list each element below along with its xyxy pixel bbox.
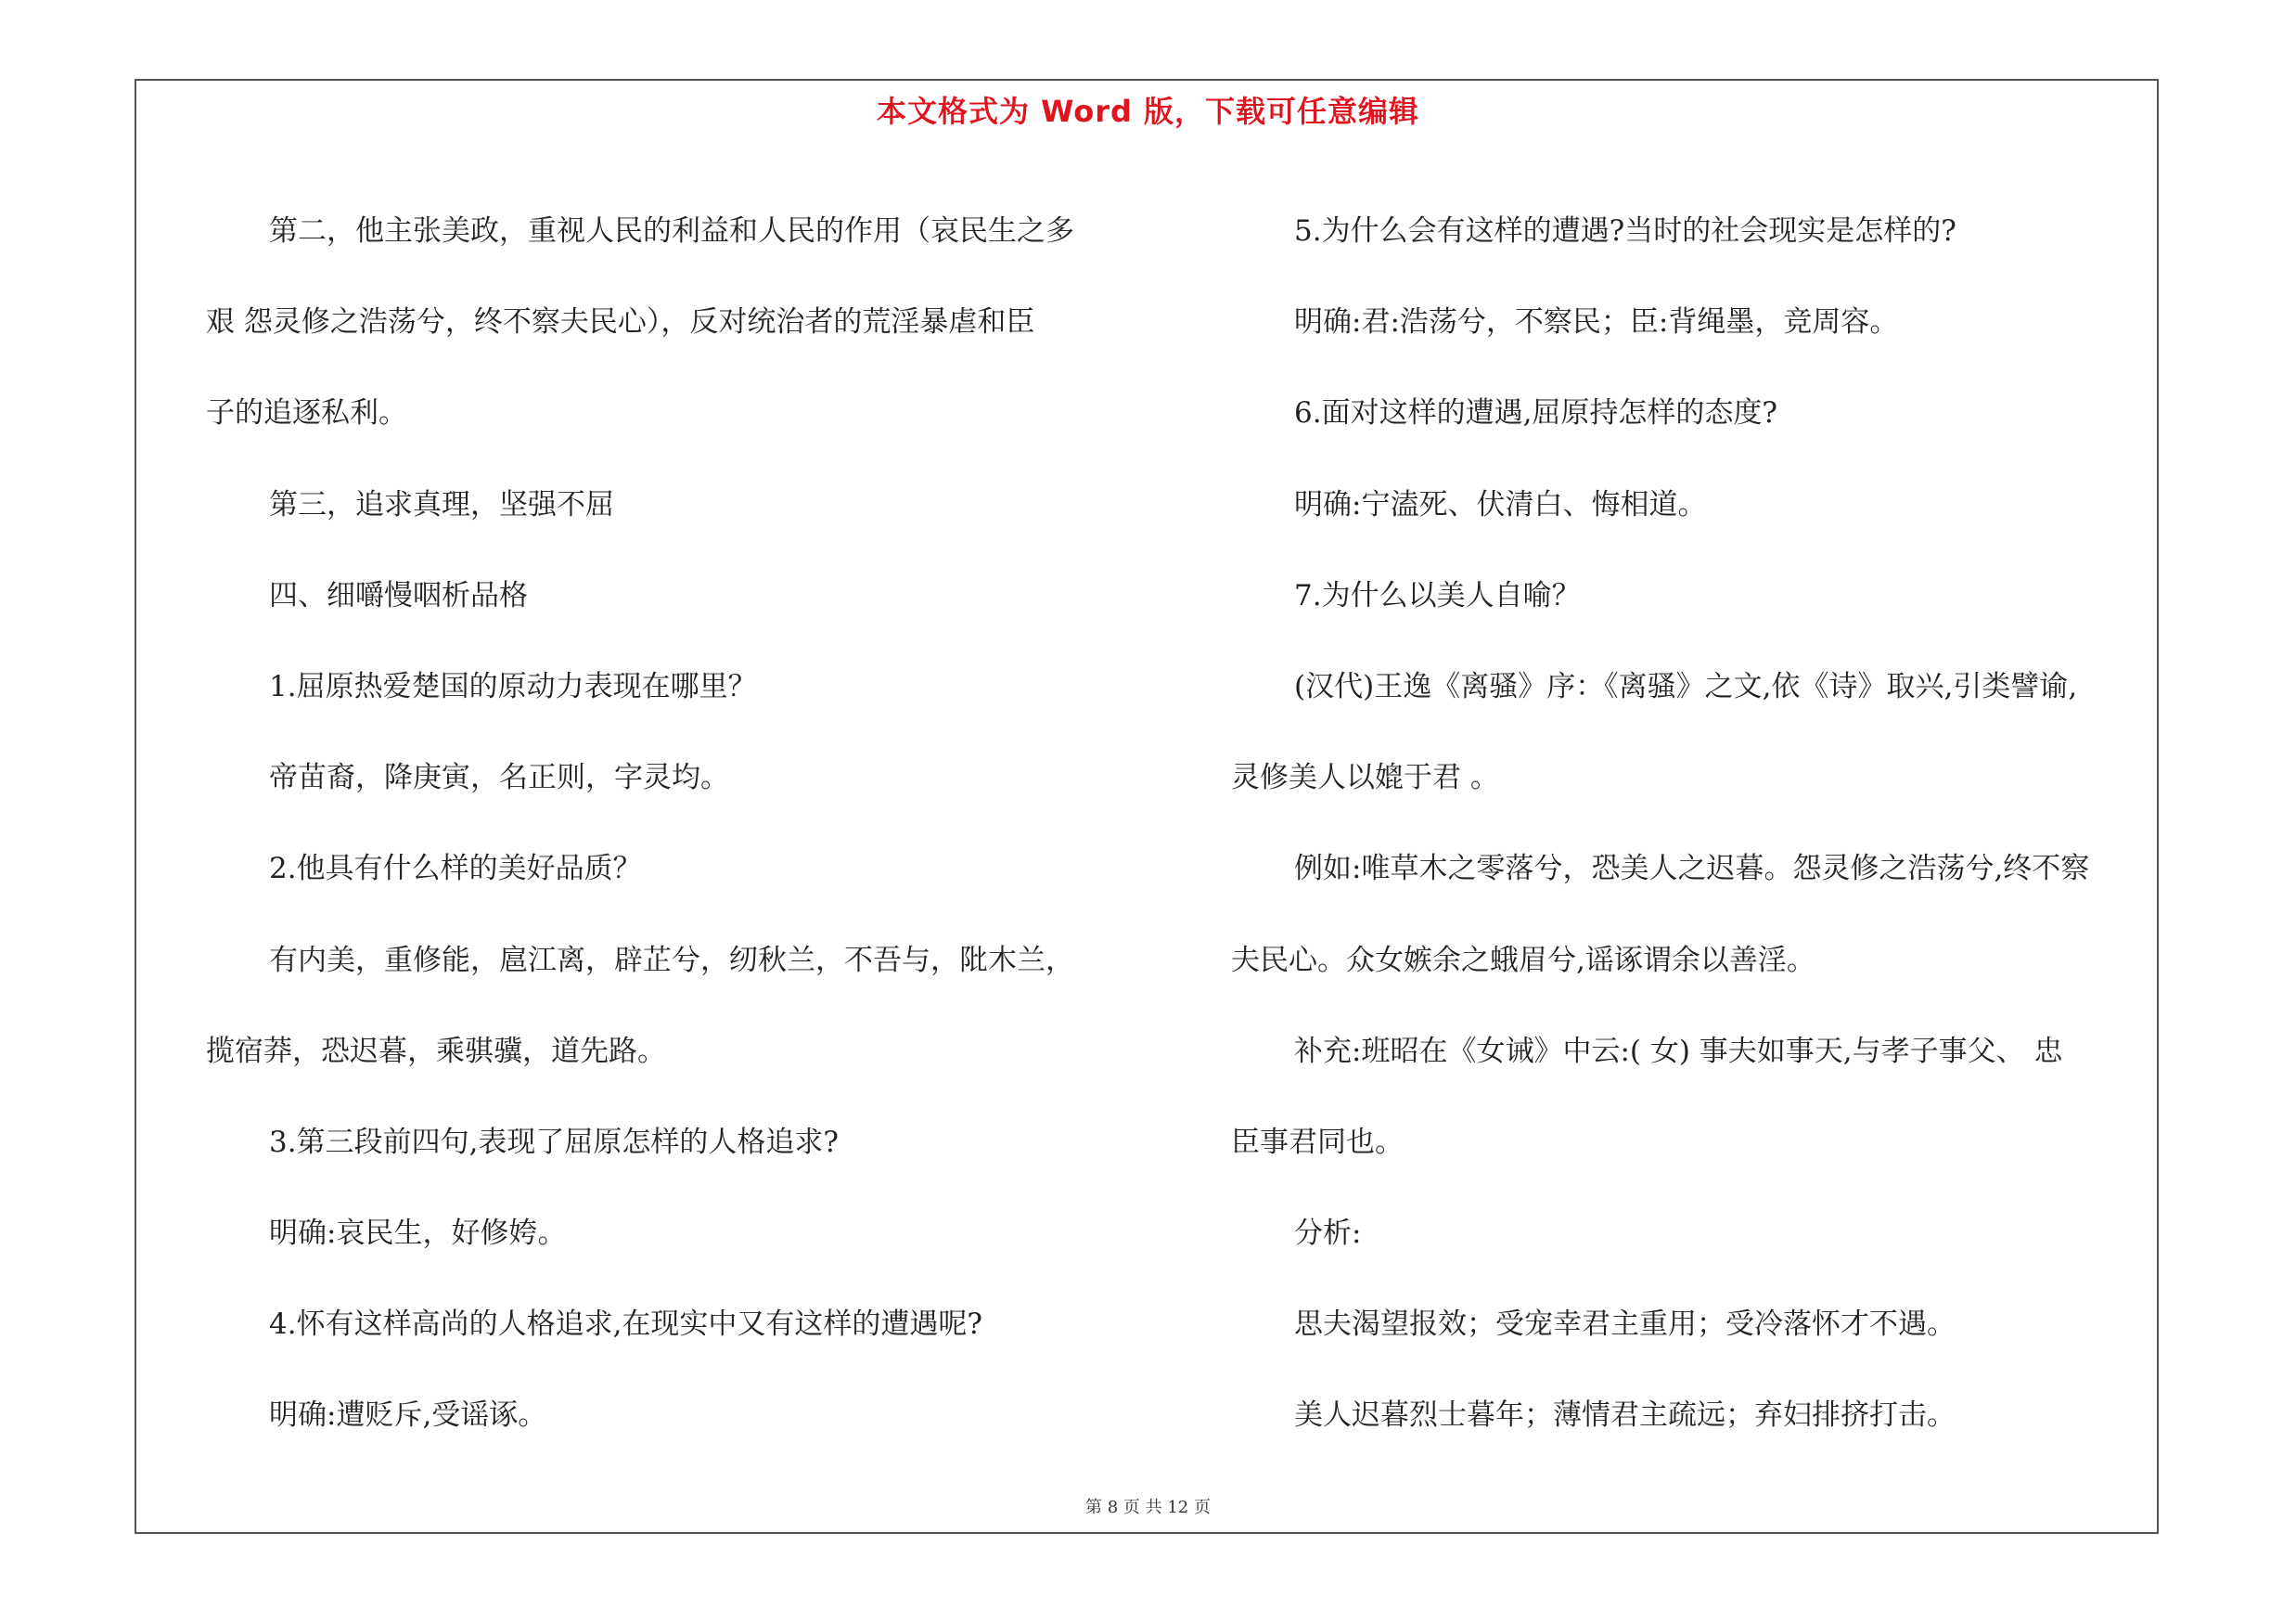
paragraph: 灵修美人以媲于君 。 [1231, 761, 1499, 795]
paragraph: 分析: [1294, 1217, 1362, 1251]
question: 5.为什么会有这样的遭遇?当时的社会现实是怎样的? [1294, 214, 1956, 248]
paragraph: 子的追逐私利。 [206, 396, 407, 431]
paragraph: 夫民心。众女嫉余之蛾眉兮,谣诼谓余以善淫。 [1231, 943, 1815, 977]
question: 2.他具有什么样的美好品质？ [269, 852, 642, 886]
question: 6.面对这样的遭遇,屈原持怎样的态度? [1294, 396, 1778, 431]
paragraph: 思夫渴望报效；受宠幸君主重用；受冷落怀才不遇。 [1294, 1307, 1956, 1342]
page-indicator: 第 8 页 共 12 页 [1085, 1498, 1211, 1517]
question: 3.第三段前四句,表现了屈原怎样的人格追求? [269, 1125, 840, 1159]
left-column [206, 186, 1145, 1462]
paragraph: 第三，追求真理，坚强不屈 [269, 487, 614, 522]
answer: 明确:宁溘死、伏清白、悔相道。 [1294, 487, 1707, 522]
paragraph: 美人迟暮烈士暮年；薄情君主疏远；弃妇排挤打击。 [1294, 1398, 1956, 1433]
question: 7.为什么以美人自喻？ [1294, 578, 1581, 612]
answer: 明确:遭贬斥,受谣诼。 [269, 1398, 547, 1433]
paragraph: 艰 怨灵修之浩荡兮，终不察夫民心），反对统治者的荒淫暴虐和臣 [206, 305, 1035, 340]
answer: 有内美，重修能，扈江离，辟芷兮，纫秋兰，不吾与，阰木兰， [269, 943, 1074, 977]
paragraph: (汉代)王逸《离骚》序：《离骚》之文,依《诗》取兴,引类譬谕, [1294, 669, 2078, 703]
paragraph: 第二，他主张美政，重视人民的利益和人民的作用（哀民生之多 [269, 214, 1074, 248]
question: 1.屈原热爱楚国的原动力表现在哪里？ [269, 669, 757, 703]
answer: 明确:哀民生，好修姱。 [269, 1217, 567, 1251]
document-banner: 本文格式为 Word 版，下载可任意编辑 [876, 94, 1420, 129]
question: 4.怀有这样高尚的人格追求,在现实中又有这样的遭遇呢? [269, 1307, 983, 1342]
paragraph: 臣事君同也。 [1231, 1125, 1404, 1159]
answer: 揽宿莽，恐迟暮，乘骐骥，道先路。 [206, 1034, 666, 1068]
answer: 帝苗裔，降庚寅，名正则，字灵均。 [269, 761, 729, 795]
right-column [1231, 186, 2159, 1462]
paragraph: 补充:班昭在《女诫》中云:( 女) 事夫如事天,与孝子事父、 忠 [1294, 1034, 2063, 1068]
section-heading: 四、细嚼慢咽析品格 [269, 578, 528, 612]
answer: 明确:君:浩荡兮，不察民；臣:背绳墨，竞周容。 [1294, 305, 1899, 340]
paragraph: 例如:唯草木之零落兮，恐美人之迟暮。怨灵修之浩荡兮,终不察 [1294, 852, 2090, 886]
